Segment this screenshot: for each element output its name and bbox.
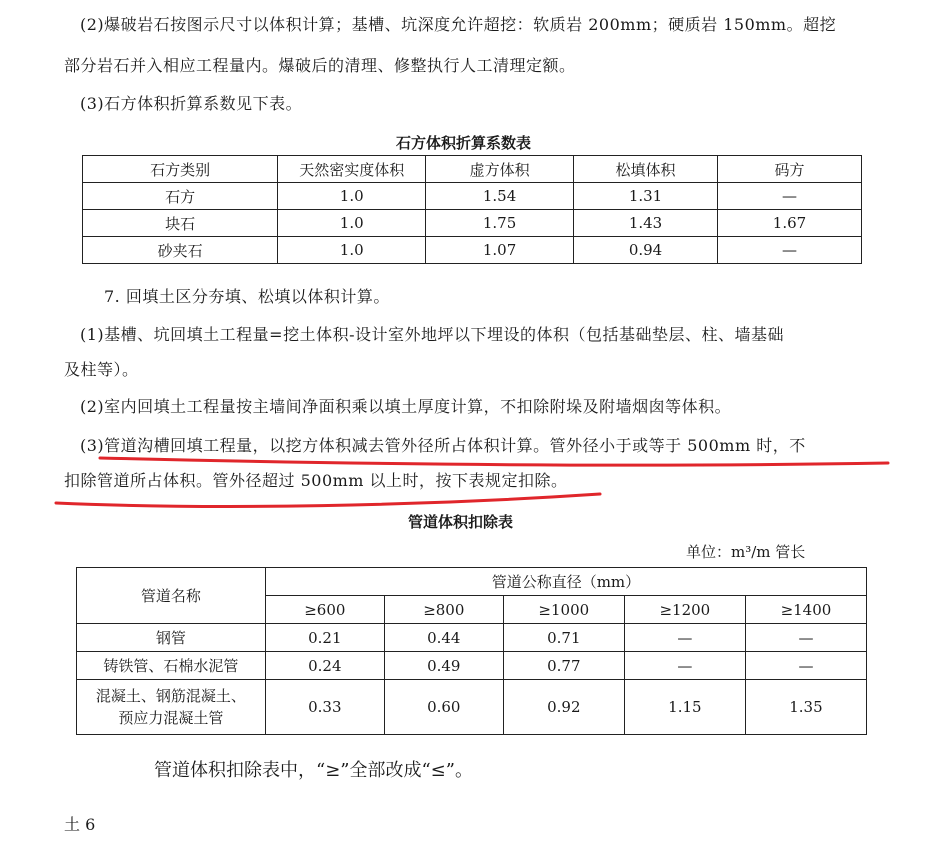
column-header: 虚方体积 <box>426 156 574 183</box>
table2-caption: 管道体积扣除表 <box>408 513 514 531</box>
table-cell: 1.15 <box>624 680 745 735</box>
table-cell: — <box>624 624 745 652</box>
diameter-header: ≥1400 <box>745 596 866 624</box>
table-cell: — <box>745 652 866 680</box>
table-row <box>77 680 867 735</box>
table-row <box>83 237 862 264</box>
pipe-name <box>77 680 266 735</box>
table-cell: 0.94 <box>574 237 718 264</box>
table-header-row <box>77 568 867 596</box>
table-cell: 1.07 <box>426 237 574 264</box>
table-row <box>77 624 867 652</box>
table-cell: 1.0 <box>278 183 426 210</box>
column-header: 码方 <box>718 156 862 183</box>
table-cell: — <box>718 183 862 210</box>
table-cell: 0.49 <box>384 652 503 680</box>
table-cell: 0.92 <box>503 680 624 735</box>
diameter-header: ≥600 <box>265 596 384 624</box>
section7-item3: (3)管道沟槽回填工程量，以挖方体积减去管外径所占体积计算。管外径小于或等于 500mm 时，不 <box>80 436 806 455</box>
pipe-deduction-table <box>76 567 867 735</box>
table-cell: 0.71 <box>503 624 624 652</box>
pipe-name-line: 混凝土、钢筋混凝土、 <box>95 687 246 705</box>
paragraph-blasting-cont: 部分岩石并入相应工程量内。爆破后的清理、修整执行人工清理定额。 <box>64 56 576 75</box>
column-header: 石方类别 <box>83 156 278 183</box>
underline-stroke-2 <box>56 494 600 506</box>
diameter-header: ≥800 <box>384 596 503 624</box>
section7-item1: (1)基槽、坑回填土工程量=挖土体积-设计室外地坪以下埋设的体积（包括基础垫层、柱、墙基础 <box>80 325 784 344</box>
paragraph-blasting: (2)爆破岩石按图示尺寸以体积计算；基槽、坑深度允许超挖：软质岩 200mm；硬质岩 150mm。超挖 <box>80 15 837 34</box>
table1-caption: 石方体积折算系数表 <box>396 134 532 152</box>
section7-item2: (2)室内回填土工程量按主墙间净面积乘以填土厚度计算，不扣除附垛及附墙烟囱等体积。 <box>80 397 732 416</box>
section7-item3-cont: 扣除管道所占体积。管外径超过 500mm 以上时，按下表规定扣除。 <box>64 471 568 490</box>
pipe-name-line: 预应力混凝土管 <box>118 709 224 727</box>
table-cell: 1.43 <box>574 210 718 237</box>
table-cell: 1.0 <box>278 210 426 237</box>
column-header: 天然密实度体积 <box>278 156 426 183</box>
table-cell: 块石 <box>83 210 278 237</box>
table-cell: 石方 <box>83 183 278 210</box>
diameter-header: ≥1000 <box>503 596 624 624</box>
table2-unit: 单位：m³/m 管长 <box>686 543 806 561</box>
revision-note: 管道体积扣除表中，“≥”全部改成“≤”。 <box>154 760 473 781</box>
rock-conversion-table <box>82 155 862 264</box>
table-cell: 0.77 <box>503 652 624 680</box>
table-row <box>83 210 862 237</box>
pipe-name-header: 管道名称 <box>77 568 266 624</box>
diameter-header: ≥1200 <box>624 596 745 624</box>
table-cell: 1.31 <box>574 183 718 210</box>
table-cell: 1.75 <box>426 210 574 237</box>
paragraph-conversion-ref: (3)石方体积折算系数见下表。 <box>80 94 303 113</box>
table-cell: 1.0 <box>278 237 426 264</box>
page-number: 土 6 <box>64 815 96 834</box>
table-row <box>77 652 867 680</box>
table-cell: 砂夹石 <box>83 237 278 264</box>
underline-stroke-1 <box>100 458 888 465</box>
column-header: 松填体积 <box>574 156 718 183</box>
table-cell: — <box>718 237 862 264</box>
table-cell: 1.35 <box>745 680 866 735</box>
section7-item1-cont: 及柱等）。 <box>64 360 139 379</box>
table-cell: 0.60 <box>384 680 503 735</box>
table-header-row <box>83 156 862 183</box>
table-cell: 0.44 <box>384 624 503 652</box>
table-cell: 1.54 <box>426 183 574 210</box>
table-row <box>83 183 862 210</box>
pipe-name: 钢管 <box>77 624 266 652</box>
diameter-group-header: 管道公称直径（mm） <box>265 568 866 596</box>
table-cell: — <box>624 652 745 680</box>
table-cell: 0.33 <box>265 680 384 735</box>
table-cell: — <box>745 624 866 652</box>
table-cell: 0.24 <box>265 652 384 680</box>
table-cell: 0.21 <box>265 624 384 652</box>
pipe-name: 铸铁管、石棉水泥管 <box>77 652 266 680</box>
table-cell: 1.67 <box>718 210 862 237</box>
section7-title: 7. 回填土区分夯填、松填以体积计算。 <box>104 287 390 306</box>
